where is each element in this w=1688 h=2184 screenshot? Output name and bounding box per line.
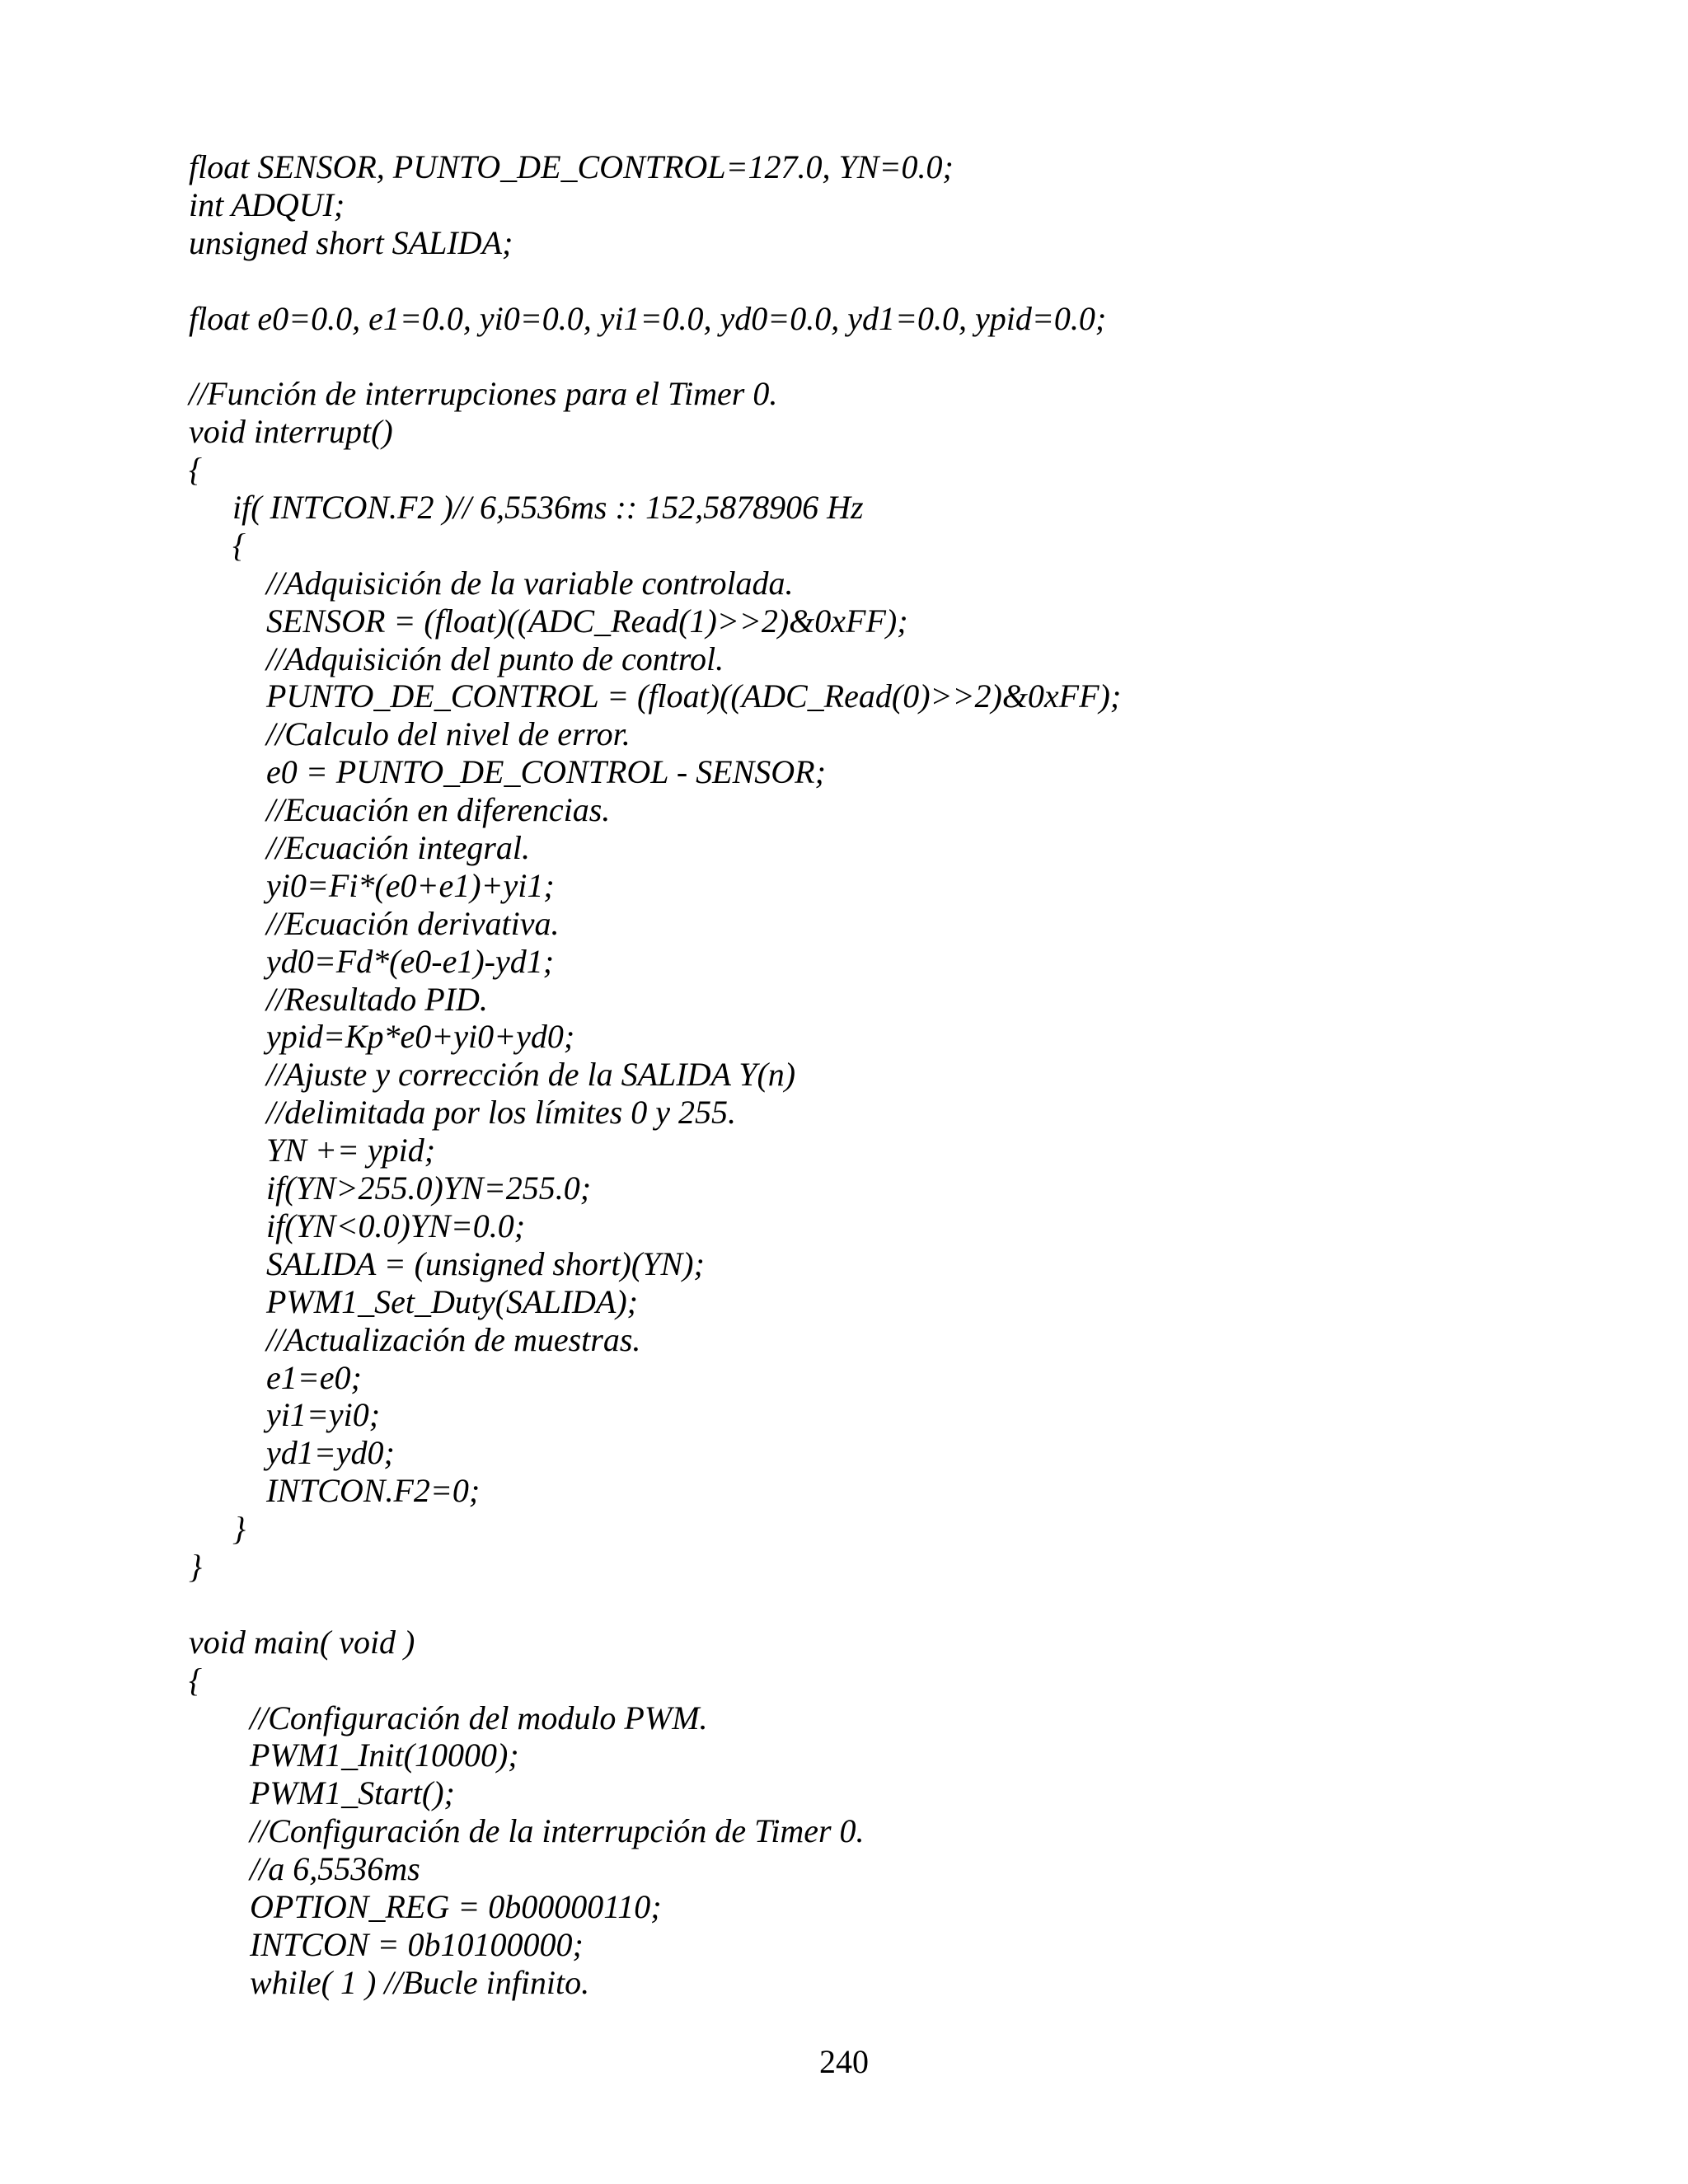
code-line: SALIDA = (unsigned short)(YN);	[266, 1244, 705, 1282]
close-brace: }	[232, 1510, 246, 1548]
open-brace: {	[189, 451, 202, 489]
code-line: yd1=yd0;	[266, 1434, 395, 1472]
code-line: while( 1 ) //Bucle infinito.	[250, 1963, 590, 2001]
code-line: ypid=Kp*e0+yi0+yd0;	[266, 1018, 575, 1056]
code-comment: //Actualización de muestras.	[266, 1320, 641, 1358]
code-line: yd0=Fd*(e0-e1)-yd1;	[266, 942, 555, 980]
code-comment: //delimitada por los límites 0 y 255.	[266, 1094, 736, 1132]
code-comment: //a 6,5536ms	[250, 1850, 420, 1888]
code-line: INTCON = 0b10100000;	[250, 1925, 584, 1963]
code-comment: //Función de interrupciones para el Timer 0.	[189, 375, 778, 413]
open-brace: {	[232, 526, 246, 564]
code-comment: //Resultado PID.	[266, 980, 488, 1018]
code-comment: //Adquisición de la variable controlada.	[266, 564, 794, 602]
code-line: float SENSOR, PUNTO_DE_CONTROL=127.0, YN=0.0;	[189, 148, 954, 185]
code-line: if(YN>255.0)YN=255.0;	[266, 1169, 592, 1207]
code-line: void main( void )	[189, 1623, 415, 1661]
page-number: 240	[819, 2043, 869, 2080]
code-line: INTCON.F2=0;	[266, 1472, 481, 1510]
code-line: YN += ypid;	[266, 1132, 436, 1169]
code-comment: //Ecuación derivativa.	[266, 904, 560, 942]
code-line: PWM1_Init(10000);	[250, 1736, 519, 1774]
open-brace: {	[189, 1661, 202, 1699]
code-comment: //Ecuación integral.	[266, 829, 530, 867]
code-line: if(YN<0.0)YN=0.0;	[266, 1207, 526, 1244]
code-comment: //Adquisición del punto de control.	[266, 640, 724, 677]
code-line: PUNTO_DE_CONTROL = (float)((ADC_Read(0)>>2)&0xFF);	[266, 677, 1122, 715]
code-line: float e0=0.0, e1=0.0, yi0=0.0, yi1=0.0, yd0=0.0, yd1=0.0, ypid=0.0;	[189, 299, 1107, 337]
code-comment: //Ecuación en diferencias.	[266, 791, 611, 829]
blank-line	[189, 262, 1549, 300]
code-line: e0 = PUNTO_DE_CONTROL - SENSOR;	[266, 753, 826, 791]
code-comment: //Calculo del nivel de error.	[266, 715, 631, 753]
blank-line	[189, 1586, 1549, 1624]
code-comment: //Configuración del modulo PWM.	[250, 1699, 708, 1736]
code-line: if( INTCON.F2 )// 6,5536ms :: 152,5878906 Hz	[232, 489, 864, 527]
code-line: SENSOR = (float)((ADC_Read(1)>>2)&0xFF);	[266, 602, 908, 640]
code-comment: //Configuración de la interrupción de Timer 0.	[250, 1812, 865, 1850]
code-line: OPTION_REG = 0b00000110;	[250, 1887, 662, 1925]
code-line: yi0=Fi*(e0+e1)+yi1;	[266, 866, 555, 904]
code-line: void interrupt()	[189, 413, 393, 451]
code-line: unsigned short SALIDA;	[189, 223, 513, 261]
code-line: yi1=yi0;	[266, 1396, 381, 1434]
close-brace: }	[189, 1547, 202, 1585]
blank-line	[189, 337, 1549, 375]
code-comment: //Ajuste y corrección de la SALIDA Y(n)	[266, 1056, 796, 1094]
code-line: int ADQUI;	[189, 185, 345, 223]
code-line: PWM1_Set_Duty(SALIDA);	[266, 1282, 638, 1320]
code-listing	[189, 148, 1549, 2002]
code-line: e1=e0;	[266, 1358, 362, 1396]
code-line: PWM1_Start();	[250, 1774, 455, 1812]
